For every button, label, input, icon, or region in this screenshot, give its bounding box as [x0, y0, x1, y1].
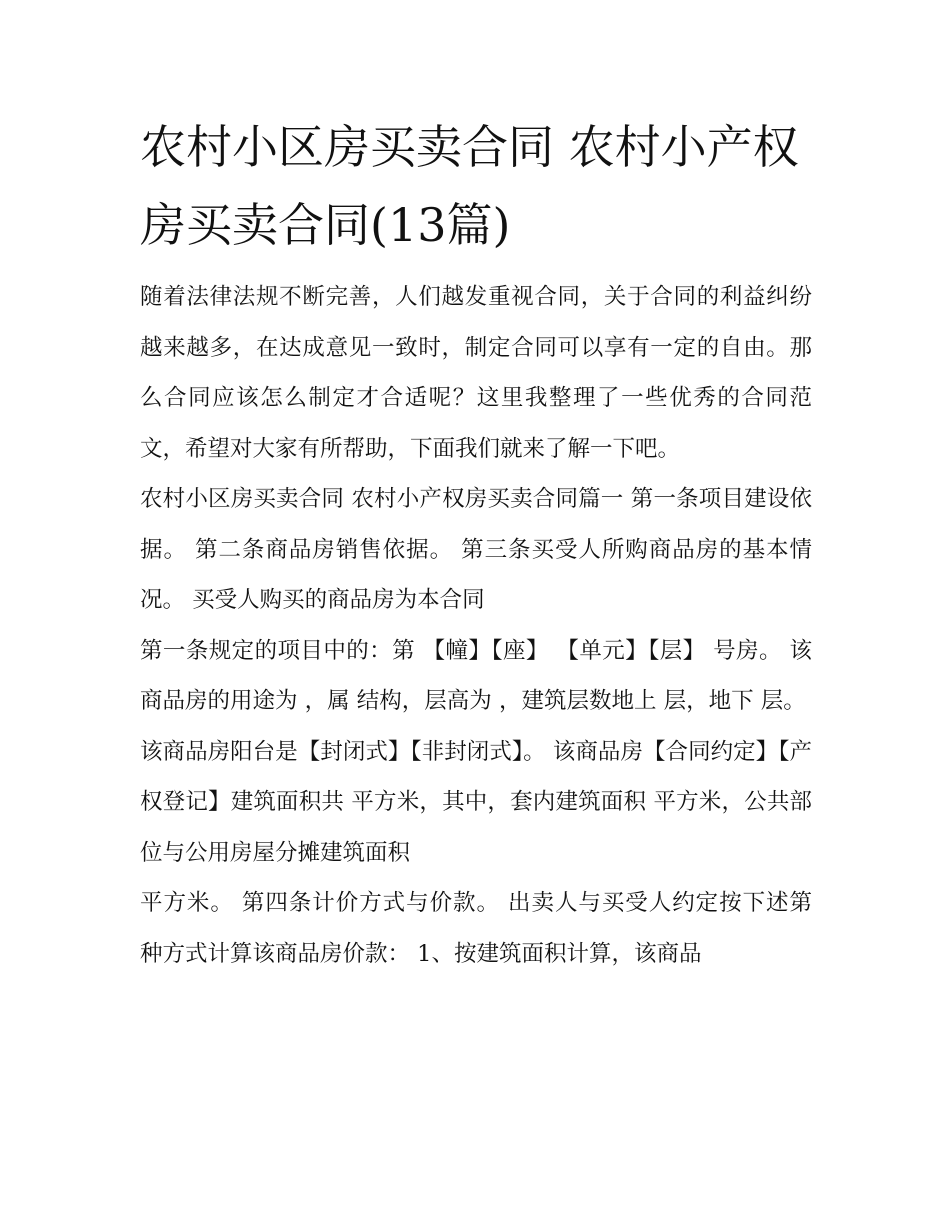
paragraph-section-2: 第一条规定的项目中的：第 【幢】【座】 【单元】【层】 号房。 该商品房的用途为 ，属 结构，层高为 ，建筑层数地上 层，地下 层。	[140, 637, 812, 714]
document-title: 农村小区房买卖合同 农村小产权房买卖合同(13篇)	[140, 120, 799, 252]
paragraph-section-1: 农村小区房买卖合同 农村小产权房买卖合同篇一 第一条项目建设依据。 第二条商品房销售依据。 第三条买受人所购商品房的基本情况。 买受人购买的商品房为本合同	[140, 486, 812, 613]
paragraph-intro: 随着法律法规不断完善，人们越发重视合同，关于合同的利益纠纷越来越多，在达成意见一致时，制定合同可以享有一定的自由。那么合同应该怎么制定才合适呢？这里我整理了一些优秀的合同范文，希望对大家有所帮助，下面我们就来了解一下吧。	[140, 284, 812, 462]
paragraph-section-3: 该商品房阳台是【封闭式】【非封闭式】。 该商品房【合同约定】【产权登记】建筑面积共 平方米，其中，套内建筑面积 平方米，公共部位与公用房屋分摊建筑面积	[140, 738, 812, 866]
document-body	[140, 272, 812, 979]
paragraph-section-4: 平方米。 第四条计价方式与价款。 出卖人与买受人约定按下述第 种方式计算该商品房价款： 1、按建筑面积计算，该商品	[140, 890, 812, 967]
document-page	[140, 108, 812, 979]
